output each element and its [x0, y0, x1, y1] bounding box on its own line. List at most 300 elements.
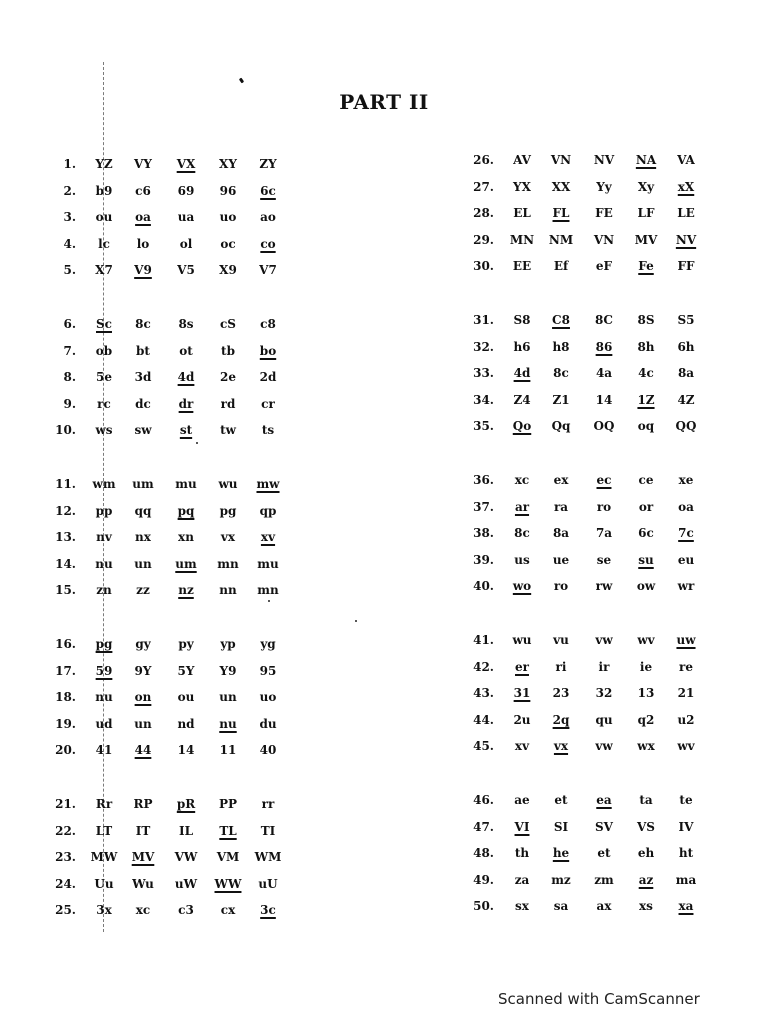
question-number: 44. — [473, 712, 494, 727]
answer-option-underlined: co — [260, 236, 276, 251]
question-number: 48. — [473, 846, 494, 860]
answer-option: mu — [257, 556, 279, 571]
answer-option-underlined: 3c — [260, 903, 276, 917]
answer-option: Y9 — [219, 663, 237, 678]
answer-option-underlined: uw — [676, 633, 696, 647]
answer-option: 95 — [259, 663, 277, 678]
answer-option: qu — [595, 712, 613, 727]
answer-option: Xy — [637, 179, 655, 194]
question-row — [44, 527, 324, 547]
answer-option: OQ — [593, 419, 615, 433]
answer-option: 5Y — [177, 663, 195, 678]
answer-option: VA — [677, 153, 695, 167]
question-row — [462, 470, 742, 490]
answer-option: h6 — [513, 339, 531, 354]
answer-option: qq — [134, 503, 152, 518]
answer-option: eF — [595, 259, 613, 273]
answer-option: ra — [553, 499, 569, 514]
answer-option: wm — [92, 477, 116, 491]
answer-option: V7 — [259, 263, 277, 277]
question-row — [462, 310, 742, 330]
answer-option: wu — [512, 633, 532, 647]
question-row — [44, 740, 324, 760]
answer-option: ts — [261, 423, 275, 437]
question-row — [44, 847, 324, 867]
question-row — [462, 896, 742, 916]
answer-option: S8 — [513, 313, 531, 327]
question-row — [44, 367, 324, 387]
answer-option-underlined: nz — [178, 583, 194, 597]
answer-option: rr — [261, 797, 275, 811]
answer-option: ou — [177, 690, 195, 704]
answer-option: ol — [179, 236, 193, 251]
question-row — [44, 260, 324, 280]
question-row — [462, 230, 742, 250]
answer-option-underlined: mw — [256, 477, 280, 491]
question-number: 40. — [473, 579, 494, 593]
answer-option: xe — [678, 473, 694, 487]
question-number: 7. — [63, 343, 76, 358]
question-row — [462, 177, 742, 197]
answer-option-underlined: Qo — [512, 419, 532, 433]
answer-option: or — [638, 499, 654, 514]
answer-option: un — [134, 556, 152, 571]
question-number: 30. — [473, 259, 494, 273]
question-number: 9. — [63, 396, 76, 411]
answer-option-underlined: VI — [514, 819, 530, 834]
answer-option: 8c — [553, 366, 569, 380]
answer-option: V5 — [177, 263, 195, 277]
scan-speck — [239, 78, 244, 84]
question-number: 15. — [55, 583, 76, 597]
answer-option-underlined: Fe — [638, 259, 654, 273]
scan-dot — [355, 620, 357, 622]
answer-option: dc — [135, 396, 151, 411]
answer-option: X7 — [95, 263, 113, 277]
answer-option: YX — [513, 179, 531, 194]
answer-option: xc — [135, 903, 151, 917]
answer-option: vu — [553, 633, 569, 647]
answer-option: uo — [259, 690, 277, 704]
answer-option: ua — [177, 210, 195, 224]
answer-option: pg — [219, 503, 237, 518]
answer-option: vw — [595, 739, 613, 753]
answer-option: wv — [637, 633, 655, 647]
answer-option: rw — [595, 579, 613, 593]
answer-option-underlined: C8 — [552, 313, 570, 327]
scanner-watermark: Scanned with CamScanner — [498, 990, 700, 1008]
answer-option: et — [554, 793, 568, 807]
question-row — [44, 634, 324, 654]
question-number: 23. — [55, 850, 76, 864]
question-number: 8. — [63, 370, 76, 384]
question-number: 27. — [473, 179, 494, 194]
answer-option: 14 — [595, 392, 613, 407]
answer-option: VN — [550, 153, 572, 167]
answer-option: nn — [219, 583, 237, 597]
answer-option: 8s — [178, 317, 194, 331]
answer-option: bt — [136, 343, 150, 358]
answer-option: c6 — [135, 183, 151, 198]
answer-option: ri — [555, 659, 567, 674]
question-row — [44, 234, 324, 254]
question-row — [462, 870, 742, 890]
answer-option: ue — [552, 552, 570, 567]
answer-option: eh — [637, 846, 655, 860]
question-number: 31. — [473, 313, 494, 327]
answer-option: h8 — [552, 339, 570, 354]
answer-option-underlined: dr — [178, 396, 194, 411]
answer-option: 9Y — [134, 663, 152, 678]
answer-option: TI — [260, 823, 276, 838]
question-row — [44, 154, 324, 174]
answer-option: mn — [257, 583, 279, 597]
question-number: 12. — [55, 503, 76, 518]
answer-option: AV — [513, 153, 531, 167]
answer-option: du — [259, 716, 277, 731]
answer-option-underlined: xv — [260, 530, 276, 544]
answer-option: VN — [593, 232, 615, 247]
answer-option-underlined: Sc — [96, 317, 112, 331]
answer-option: ou — [95, 210, 113, 224]
question-number: 25. — [55, 903, 76, 917]
answer-option: tb — [221, 343, 235, 358]
answer-option: Uu — [94, 876, 114, 891]
answer-option: q2 — [637, 712, 655, 727]
answer-option: 13 — [637, 686, 655, 700]
answer-option: za — [514, 872, 530, 887]
answer-option: um — [132, 477, 154, 491]
answer-option: ae — [514, 793, 530, 807]
answer-option: Z1 — [552, 392, 570, 407]
question-row — [462, 576, 742, 596]
answer-option: qp — [259, 503, 277, 518]
question-row — [462, 497, 742, 517]
answer-option: cS — [220, 317, 236, 331]
answer-option: nu — [95, 690, 113, 704]
question-number: 50. — [473, 899, 494, 913]
answer-option-underlined: oa — [135, 210, 151, 224]
answer-option-underlined: VX — [176, 157, 196, 171]
answer-option: wr — [677, 579, 695, 593]
answer-option: NM — [548, 232, 574, 247]
answer-option: IL — [178, 823, 194, 838]
answer-option-underlined: bo — [259, 343, 277, 358]
answer-option-underlined: um — [175, 556, 197, 571]
answer-option: XY — [219, 157, 237, 171]
question-number: 14. — [55, 556, 76, 571]
question-number: 39. — [473, 552, 494, 567]
answer-option: oc — [220, 236, 236, 251]
answer-option: cx — [220, 903, 236, 917]
answer-option-underlined: he — [552, 846, 570, 860]
answer-option-underlined: xa — [678, 899, 694, 913]
answer-option-underlined: ea — [596, 793, 612, 807]
question-row — [462, 710, 742, 730]
question-row — [462, 523, 742, 543]
answer-option: 69 — [177, 183, 195, 198]
question-number: 42. — [473, 659, 494, 674]
question-number: 41. — [473, 633, 494, 647]
question-number: 13. — [55, 530, 76, 544]
question-number: 43. — [473, 686, 494, 700]
answer-option-underlined: 86 — [595, 339, 613, 354]
answer-option: 8a — [552, 526, 570, 540]
question-row — [44, 580, 324, 600]
question-row — [462, 416, 742, 436]
question-row — [462, 203, 742, 223]
answer-option: SI — [553, 819, 569, 834]
answer-option: sx — [515, 899, 529, 913]
answer-option: ce — [638, 473, 654, 487]
answer-option: VS — [637, 819, 655, 834]
answer-option: re — [679, 659, 693, 674]
answer-option: 21 — [677, 686, 695, 700]
answer-option: uW — [174, 876, 198, 891]
answer-option: VY — [134, 157, 152, 171]
question-number: 4. — [63, 236, 76, 251]
answer-option: ir — [598, 659, 610, 674]
answer-option: YZ — [95, 157, 113, 171]
answer-option: PP — [218, 797, 238, 811]
answer-option-underlined: WW — [214, 876, 242, 891]
answer-option-underlined: 1Z — [637, 392, 655, 407]
question-row — [462, 550, 742, 570]
scan-dot — [196, 442, 198, 444]
answer-option: mu — [175, 477, 197, 491]
answer-option-underlined: er — [515, 659, 529, 674]
question-number: 19. — [55, 716, 76, 731]
answer-option: py — [178, 637, 194, 651]
answer-option: ws — [95, 423, 113, 437]
answer-option: uU — [258, 876, 278, 891]
answer-option: Wu — [132, 876, 154, 891]
answer-option: Qq — [551, 419, 571, 433]
answer-option: 2d — [259, 370, 277, 384]
answer-option: 8a — [677, 366, 695, 380]
answer-option: ro — [553, 579, 569, 593]
question-number: 45. — [473, 739, 494, 753]
answer-option-underlined: 6c — [260, 183, 276, 198]
answer-option: cr — [261, 396, 275, 411]
answer-option: ax — [596, 899, 612, 913]
answer-option-underlined: 59 — [95, 663, 113, 678]
answer-option: xv — [514, 739, 530, 753]
answer-option: XX — [551, 179, 571, 194]
answer-option-underlined: V9 — [134, 263, 152, 277]
answer-option: ma — [675, 872, 697, 887]
answer-option-underlined: FL — [552, 206, 570, 220]
question-row — [462, 683, 742, 703]
answer-option: c8 — [260, 317, 276, 331]
question-row — [44, 714, 324, 734]
answer-option: wu — [218, 477, 238, 491]
question-number: 36. — [473, 473, 494, 487]
question-number: 2. — [63, 183, 76, 198]
answer-option: ot — [179, 343, 193, 358]
question-row — [44, 314, 324, 334]
answer-option: ex — [553, 473, 569, 487]
answer-option: S5 — [677, 313, 695, 327]
question-row — [44, 501, 324, 521]
answer-option-underlined: 2q — [552, 712, 570, 727]
question-number: 37. — [473, 499, 494, 514]
question-row — [44, 874, 324, 894]
answer-option-underlined: st — [179, 423, 193, 437]
question-number: 35. — [473, 419, 494, 433]
question-number: 18. — [55, 690, 76, 704]
answer-option-underlined: 7c — [678, 526, 694, 540]
answer-option: ie — [639, 659, 653, 674]
answer-option: 11 — [219, 743, 237, 757]
answer-option: eu — [677, 552, 695, 567]
answer-option: vw — [595, 633, 613, 647]
question-row — [462, 256, 742, 276]
answer-option: ta — [639, 793, 653, 807]
question-number: 26. — [473, 153, 494, 167]
answer-option: 96 — [219, 183, 237, 198]
answer-option: 8c — [514, 526, 530, 540]
answer-option: rc — [97, 396, 111, 411]
answer-option: 3d — [134, 370, 152, 384]
answer-option: MV — [634, 232, 658, 247]
answer-option: u2 — [677, 712, 695, 727]
answer-option: zn — [96, 583, 112, 597]
answer-option: NV — [593, 153, 615, 167]
answer-option-underlined: 31 — [513, 686, 531, 700]
answer-option-underlined: 44 — [134, 743, 152, 757]
page-title: PART II — [339, 90, 429, 114]
answer-option: ro — [596, 499, 612, 514]
answer-option-underlined: TL — [219, 823, 237, 838]
question-row — [462, 150, 742, 170]
question-number: 6. — [63, 317, 76, 331]
answer-option-underlined: vx — [553, 739, 569, 753]
answer-option: ao — [260, 210, 276, 224]
answer-option-underlined: su — [638, 552, 654, 567]
question-number: 22. — [55, 823, 76, 838]
answer-option-underlined: pq — [177, 503, 195, 518]
answer-option-underlined: pR — [176, 797, 196, 811]
question-row — [462, 657, 742, 677]
answer-option: un — [219, 690, 237, 704]
answer-option-underlined: NA — [635, 153, 657, 167]
question-row — [462, 390, 742, 410]
question-row — [462, 736, 742, 756]
answer-option: VM — [216, 850, 240, 864]
answer-option: et — [597, 846, 611, 860]
answer-option: te — [679, 793, 693, 807]
answer-option: uo — [219, 210, 237, 224]
answer-option: yp — [220, 637, 236, 651]
question-row — [462, 337, 742, 357]
answer-option: 8c — [135, 317, 151, 331]
question-row — [44, 207, 324, 227]
answer-option: nv — [96, 530, 112, 544]
answer-option: wx — [637, 739, 655, 753]
answer-option: 4c — [638, 366, 654, 380]
question-number: 11. — [55, 477, 76, 491]
answer-option: 2u — [513, 712, 531, 727]
question-number: 47. — [473, 819, 494, 834]
answer-option-underlined: ar — [514, 499, 530, 514]
answer-option: LE — [677, 206, 695, 220]
answer-option-underlined: 4d — [177, 370, 195, 384]
answer-option: ht — [678, 846, 694, 860]
answer-option: c3 — [178, 903, 194, 917]
question-number: 34. — [473, 392, 494, 407]
question-number: 21. — [55, 797, 76, 811]
answer-option: 40 — [259, 743, 277, 757]
question-number: 46. — [473, 793, 494, 807]
answer-option: IV — [678, 819, 694, 834]
answer-option: SV — [595, 819, 613, 834]
answer-option-underlined: wo — [512, 579, 532, 593]
answer-option: FF — [677, 259, 695, 273]
answer-option-underlined: pg — [95, 637, 113, 651]
answer-option: FE — [595, 206, 613, 220]
answer-option: nx — [135, 530, 151, 544]
question-row — [44, 394, 324, 414]
answer-option: WM — [254, 850, 282, 864]
answer-option: 7a — [595, 526, 613, 540]
answer-option: 3x — [96, 903, 112, 917]
question-row — [44, 474, 324, 494]
answer-option: oa — [678, 499, 694, 514]
answer-option: 14 — [177, 743, 195, 757]
answer-option: pp — [95, 503, 113, 518]
answer-option-underlined: 4d — [513, 366, 531, 380]
answer-option: se — [596, 552, 612, 567]
question-number: 20. — [55, 743, 76, 757]
answer-option: tw — [220, 423, 236, 437]
answer-option: oq — [637, 419, 655, 433]
question-row — [44, 181, 324, 201]
question-row — [462, 363, 742, 383]
answer-option: mn — [217, 556, 239, 571]
answer-option: IT — [135, 823, 151, 838]
answer-option: ZY — [259, 157, 277, 171]
question-row — [44, 341, 324, 361]
question-number: 17. — [55, 663, 76, 678]
answer-option: Yy — [596, 179, 612, 194]
answer-option: 4Z — [677, 392, 695, 407]
answer-option: gy — [135, 637, 151, 651]
answer-option: zz — [136, 583, 150, 597]
question-number: 1. — [63, 157, 76, 171]
answer-option: QQ — [675, 419, 697, 433]
answer-option: th — [514, 846, 530, 860]
answer-option: us — [514, 552, 530, 567]
question-row — [44, 687, 324, 707]
answer-option: 8h — [637, 339, 655, 354]
question-number: 10. — [55, 423, 76, 437]
answer-option: 5e — [96, 370, 112, 384]
answer-option: lo — [136, 236, 150, 251]
answer-option: Rr — [95, 797, 113, 811]
answer-option: 6h — [677, 339, 695, 354]
answer-option: mz — [551, 872, 571, 887]
question-number: 3. — [63, 210, 76, 224]
answer-option: xs — [639, 899, 653, 913]
answer-option: sw — [134, 423, 152, 437]
answer-option: 2e — [220, 370, 236, 384]
question-row — [462, 630, 742, 650]
answer-option: 41 — [95, 743, 113, 757]
answer-option: xc — [514, 473, 530, 487]
question-number: 28. — [473, 206, 494, 220]
answer-option: X9 — [219, 263, 237, 277]
